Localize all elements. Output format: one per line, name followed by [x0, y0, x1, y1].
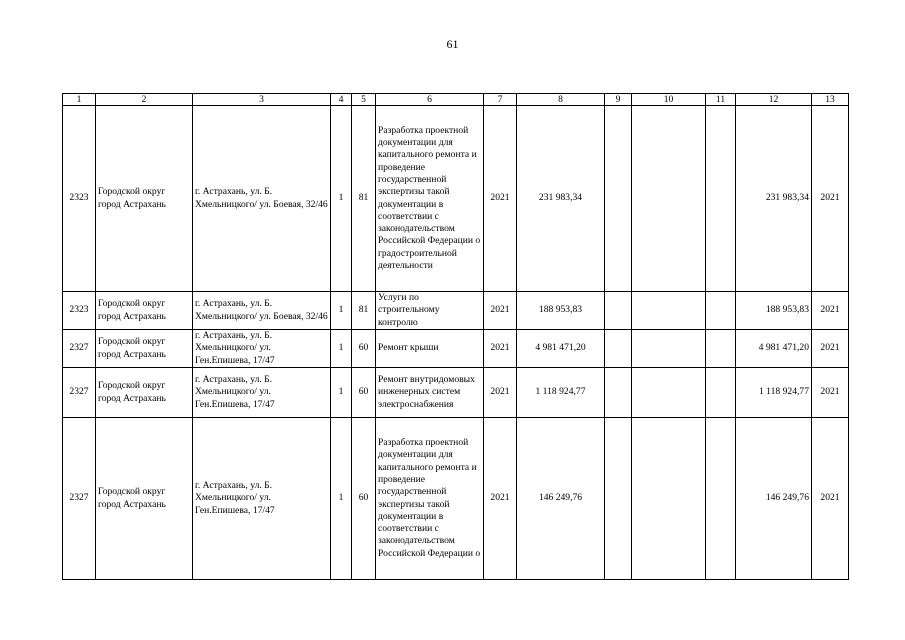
cell-municipality: Городской округ город Астрахань	[96, 106, 193, 292]
cell-number: 2327	[63, 418, 96, 580]
cell-number: 2323	[63, 106, 96, 292]
col-header-3: 3	[193, 94, 331, 106]
cell-col4: 1	[331, 106, 352, 292]
cell-col13: 2021	[812, 418, 849, 580]
cell-col5: 60	[352, 368, 376, 418]
cell-work-type: Разработка проектной документации для капитального ремонта и проведение государственной экспертизы такой документации в соответствии с законодательством Российской Федерации о градостроительной деятельности	[376, 106, 484, 292]
cell-col12: 4 981 471,20	[736, 330, 812, 368]
col-header-13: 13	[812, 94, 849, 106]
table-row	[63, 292, 849, 330]
cell-work-type: Ремонт внутридомовых инженерных систем электроснабжения	[376, 368, 484, 418]
cell-address: г. Астрахань, ул. Б. Хмельницкого/ ул. Боевая, 32/46	[193, 292, 331, 330]
cell-cost: 1 118 924,77	[517, 368, 605, 418]
cell-col13: 2021	[812, 292, 849, 330]
table-row	[63, 106, 849, 292]
col-header-7: 7	[484, 94, 517, 106]
cell-col11	[706, 418, 736, 580]
col-header-5: 5	[352, 94, 376, 106]
cell-col12: 188 953,83	[736, 292, 812, 330]
cell-col11	[706, 330, 736, 368]
col-header-4: 4	[331, 94, 352, 106]
cell-municipality: Городской округ город Астрахань	[96, 330, 193, 368]
cell-col5: 81	[352, 292, 376, 330]
cell-col13: 2021	[812, 106, 849, 292]
table-row	[63, 368, 849, 418]
cell-work-type: Разработка проектной документации для капитального ремонта и проведение государственной экспертизы такой документации в соответствии с законодательством Российской Федерации о	[376, 418, 484, 580]
cell-year: 2021	[484, 368, 517, 418]
cell-address: г. Астрахань, ул. Б. Хмельницкого/ ул. Боевая, 32/46	[193, 106, 331, 292]
cell-col5: 60	[352, 330, 376, 368]
col-header-8: 8	[517, 94, 605, 106]
cell-col10	[632, 330, 706, 368]
capital-repair-table	[62, 93, 849, 580]
cell-work-type: Услуги по строительному контролю	[376, 292, 484, 330]
cell-col9	[605, 292, 632, 330]
cell-work-type: Ремонт крыши	[376, 330, 484, 368]
cell-col5: 60	[352, 418, 376, 580]
cell-col10	[632, 106, 706, 292]
cell-col4: 1	[331, 330, 352, 368]
col-header-9: 9	[605, 94, 632, 106]
cell-municipality: Городской округ город Астрахань	[96, 418, 193, 580]
cell-col12: 1 118 924,77	[736, 368, 812, 418]
cell-municipality: Городской округ город Астрахань	[96, 368, 193, 418]
cell-col11	[706, 106, 736, 292]
cell-municipality: Городской округ город Астрахань	[96, 292, 193, 330]
col-header-12: 12	[736, 94, 812, 106]
cell-address: г. Астрахань, ул. Б. Хмельницкого/ ул. Ген.Епишева, 17/47	[193, 418, 331, 580]
cell-col11	[706, 368, 736, 418]
cell-col9	[605, 418, 632, 580]
cell-cost: 231 983,34	[517, 106, 605, 292]
cell-col9	[605, 106, 632, 292]
cell-col13: 2021	[812, 368, 849, 418]
col-header-6: 6	[376, 94, 484, 106]
cell-number: 2327	[63, 368, 96, 418]
col-header-10: 10	[632, 94, 706, 106]
cell-col9	[605, 368, 632, 418]
cell-col4: 1	[331, 292, 352, 330]
table-row	[63, 418, 849, 580]
cell-col4: 1	[331, 418, 352, 580]
col-header-11: 11	[706, 94, 736, 106]
cell-address: г. Астрахань, ул. Б. Хмельницкого/ ул. Ген.Епишева, 17/47	[193, 330, 331, 368]
cell-cost: 146 249,76	[517, 418, 605, 580]
cell-address: г. Астрахань, ул. Б. Хмельницкого/ ул. Ген.Епишева, 17/47	[193, 368, 331, 418]
page-number: 61	[446, 37, 459, 51]
cell-col4: 1	[331, 368, 352, 418]
cell-col10	[632, 292, 706, 330]
cell-col12: 231 983,34	[736, 106, 812, 292]
cell-col5: 81	[352, 106, 376, 292]
cell-year: 2021	[484, 292, 517, 330]
cell-cost: 4 981 471,20	[517, 330, 605, 368]
cell-number: 2323	[63, 292, 96, 330]
cell-year: 2021	[484, 330, 517, 368]
cell-year: 2021	[484, 106, 517, 292]
cell-year: 2021	[484, 418, 517, 580]
cell-col13: 2021	[812, 330, 849, 368]
table-row	[63, 330, 849, 368]
cell-col12: 146 249,76	[736, 418, 812, 580]
header-row	[63, 94, 849, 106]
cell-number: 2327	[63, 330, 96, 368]
cell-col10	[632, 418, 706, 580]
col-header-1: 1	[63, 94, 96, 106]
cell-col10	[632, 368, 706, 418]
cell-cost: 188 953,83	[517, 292, 605, 330]
col-header-2: 2	[96, 94, 193, 106]
cell-col11	[706, 292, 736, 330]
cell-col9	[605, 330, 632, 368]
